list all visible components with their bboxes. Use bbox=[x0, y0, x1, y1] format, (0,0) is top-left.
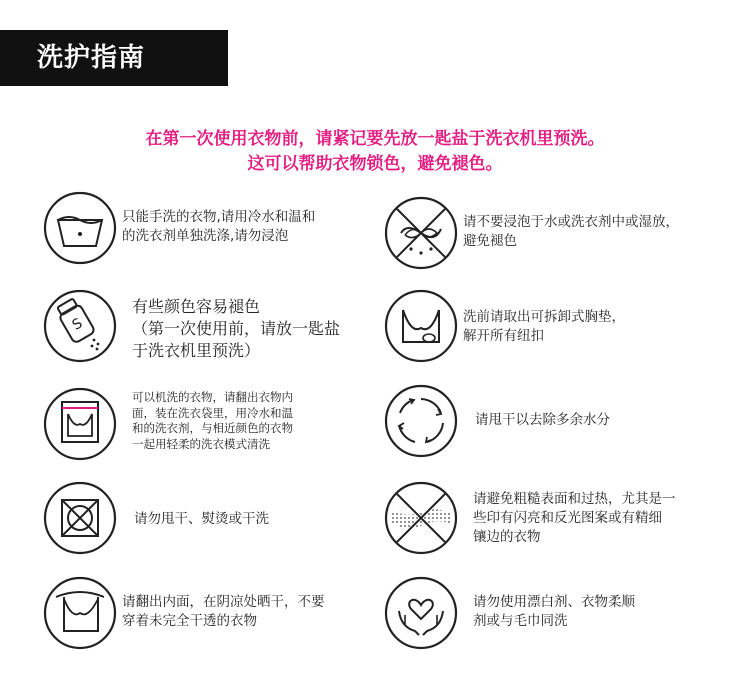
care-text: 请避免粗糙表面和过热，尤其是一 些印有闪亮和反光图案或有精细 镶边的衣物 bbox=[473, 491, 676, 545]
care-text: 可以机洗的衣物，请翻出衣物内 面，装在洗衣袋里，用冷水和温 和的洗衣剂，与相近颜色的衣物 一起用轻柔的洗衣模式清洗 bbox=[132, 390, 293, 451]
salt-shaker-icon bbox=[42, 288, 118, 364]
intro-line-1: 在第一次使用衣物前，请紧记要先放一匙盐于洗衣机里预洗。 bbox=[145, 129, 605, 149]
care-text: 有些颜色容易褪色 （第一次使用前，请放一匙盐 于洗衣机里预洗） bbox=[132, 297, 341, 360]
basin-hand-wash-icon bbox=[42, 190, 118, 266]
care-text: 只能手洗的衣物,请用冷水和温和 的洗衣剂单独洗涤,请勿浸泡 bbox=[122, 209, 316, 244]
care-text: 请翻出内面，在阴凉处晒干，不要 穿着未完全干透的衣物 bbox=[122, 594, 325, 629]
laundry-bag-icon bbox=[42, 386, 118, 462]
no-soak-icon bbox=[383, 195, 459, 271]
bra-pad-icon bbox=[383, 288, 459, 364]
no-bleach-softener-icon bbox=[383, 575, 459, 651]
care-text: 请勿甩干、熨烫或干洗 bbox=[134, 511, 269, 527]
care-text: 请甩干以去除多余水分 bbox=[475, 412, 610, 428]
care-text: 请不要浸泡于水或洗衣剂中或湿放， 避免褪色 bbox=[463, 214, 679, 249]
no-rough-surface-icon bbox=[383, 480, 459, 556]
inside-out-shade-dry-icon bbox=[42, 575, 118, 651]
page-title: 洗护指南 bbox=[37, 43, 146, 73]
spin-dry-icon bbox=[383, 383, 459, 459]
no-tumble-dry-icon bbox=[42, 480, 118, 556]
care-text: 洗前请取出可拆卸式胸垫， 解开所有纽扣 bbox=[463, 309, 625, 344]
svg-text:S: S bbox=[69, 315, 86, 334]
care-text: 请勿使用漂白剂、衣物柔顺 剂或与毛巾同洗 bbox=[473, 594, 635, 629]
intro-line-2: 这可以帮助衣物锁色，避免褪色。 bbox=[247, 154, 503, 174]
